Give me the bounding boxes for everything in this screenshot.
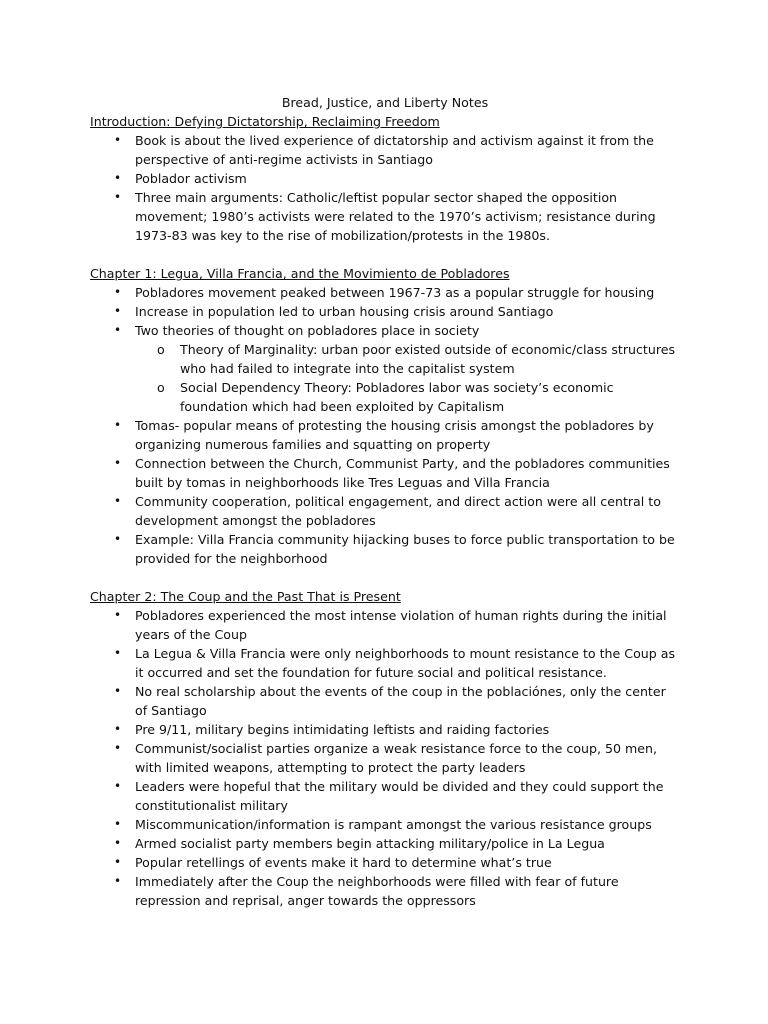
bullet-item xyxy=(90,530,680,568)
bullet-text: Leaders were hopeful that the military would be divided and they could support the constitutionalist military xyxy=(135,779,664,813)
bullet-icon: • xyxy=(114,418,122,432)
bullet-text: Pobladores experienced the most intense violation of human rights during the initial years of the Coup xyxy=(135,608,667,642)
bullet-text: Community cooperation, political engagement, and direct action were all central to development amongst the pobladores xyxy=(135,494,661,528)
sub-bullet-item xyxy=(135,378,680,416)
section-spacer xyxy=(90,568,680,587)
bullet-text: Two theories of thought on pobladores place in society xyxy=(135,323,480,338)
sub-bullet-icon: o xyxy=(157,380,165,395)
bullet-icon: • xyxy=(114,532,122,546)
section-spacer xyxy=(90,245,680,264)
bullet-text: Poblador activism xyxy=(135,171,247,186)
bullet-item xyxy=(90,169,680,188)
bullet-text: Book is about the lived experience of dictatorship and activism against it from the perspective of anti-regime activists in Santiago xyxy=(135,133,654,167)
bullet-item xyxy=(90,682,680,720)
bullet-item xyxy=(90,454,680,492)
sub-bullet-icon: o xyxy=(157,342,165,357)
bullet-text: No real scholarship about the events of the coup in the poblaciónes, only the center of Santiago xyxy=(135,684,666,718)
bullet-icon: • xyxy=(114,494,122,508)
bullet-item xyxy=(90,739,680,777)
bullet-text: Armed socialist party members begin attacking military/police in La Legua xyxy=(135,836,605,851)
bullet-list xyxy=(90,283,680,568)
bullet-list xyxy=(90,606,680,910)
bullet-icon: • xyxy=(114,741,122,755)
bullet-item xyxy=(90,853,680,872)
bullet-item xyxy=(90,815,680,834)
bullet-item xyxy=(90,302,680,321)
bullet-icon: • xyxy=(114,722,122,736)
bullet-icon: • xyxy=(114,133,122,147)
bullet-text: Connection between the Church, Communist Party, and the pobladores communities built by tomas in neighborhoods like Tres Leguas and Villa Francia xyxy=(135,456,670,490)
bullet-text: Miscommunication/information is rampant amongst the various resistance groups xyxy=(135,817,652,832)
section-heading: Introduction: Defying Dictatorship, Reclaiming Freedom xyxy=(90,114,440,129)
bullet-icon: • xyxy=(114,304,122,318)
bullet-text: Popular retellings of events make it hard to determine what’s true xyxy=(135,855,552,870)
bullet-icon: • xyxy=(114,684,122,698)
bullet-item xyxy=(90,492,680,530)
bullet-item xyxy=(90,834,680,853)
bullet-item xyxy=(90,777,680,815)
bullet-item xyxy=(90,188,680,245)
bullet-item xyxy=(90,416,680,454)
sub-bullet-text: Theory of Marginality: urban poor existed outside of economic/class structures who had failed to integrate into the capitalist system xyxy=(180,342,676,376)
bullet-icon: • xyxy=(114,779,122,793)
bullet-icon: • xyxy=(114,646,122,660)
bullet-text: Three main arguments: Catholic/leftist popular sector shaped the opposition movement; 1980’s activists were related to the 1970’s activism; resistance during 1973-83 was key to the rise of mobilization/protests in the 1980s. xyxy=(135,190,656,243)
section xyxy=(90,264,680,568)
bullet-text: Pobladores movement peaked between 1967-73 as a popular struggle for housing xyxy=(135,285,655,300)
bullet-icon: • xyxy=(114,608,122,622)
bullet-icon: • xyxy=(114,323,122,337)
bullet-item xyxy=(90,283,680,302)
sub-bullet-text: Social Dependency Theory: Pobladores labor was society’s economic foundation which had been exploited by Capitalism xyxy=(180,380,614,414)
bullet-item xyxy=(90,131,680,169)
bullet-icon: • xyxy=(114,855,122,869)
document-body xyxy=(90,112,680,910)
bullet-text: Tomas- popular means of protesting the housing crisis amongst the pobladores by organizing numerous families and squatting on property xyxy=(135,418,654,452)
bullet-text: La Legua & Villa Francia were only neighborhoods to mount resistance to the Coup as it occurred and set the foundation for future social and political resistance. xyxy=(135,646,676,680)
bullet-icon: • xyxy=(114,171,122,185)
bullet-item xyxy=(90,644,680,682)
bullet-icon: • xyxy=(114,285,122,299)
bullet-icon: • xyxy=(114,836,122,850)
bullet-text: Immediately after the Coup the neighborhoods were filled with fear of future repression and reprisal, anger towards the oppressors xyxy=(135,874,619,908)
bullet-icon: • xyxy=(114,817,122,831)
sub-bullet-item xyxy=(135,340,680,378)
bullet-item xyxy=(90,872,680,910)
bullet-icon: • xyxy=(114,874,122,888)
bullet-text: Increase in population led to urban housing crisis around Santiago xyxy=(135,304,554,319)
document-title: Bread, Justice, and Liberty Notes xyxy=(281,95,489,110)
bullet-icon: • xyxy=(114,456,122,470)
bullet-item xyxy=(90,606,680,644)
bullet-item xyxy=(90,720,680,739)
bullet-icon: • xyxy=(114,190,122,204)
section xyxy=(90,112,680,245)
sub-bullet-list xyxy=(135,340,680,416)
bullet-list xyxy=(90,131,680,245)
section-heading: Chapter 1: Legua, Villa Francia, and the Movimiento de Pobladores xyxy=(90,266,510,281)
bullet-text: Communist/socialist parties organize a weak resistance force to the coup, 50 men, with limited weapons, attempting to protect the party leaders xyxy=(135,741,658,775)
bullet-text: Pre 9/11, military begins intimidating leftists and raiding factories xyxy=(135,722,550,737)
document-page xyxy=(90,93,680,910)
bullet-text: Example: Villa Francia community hijacking buses to force public transportation to be provided for the neighborhood xyxy=(135,532,675,566)
section xyxy=(90,587,680,910)
bullet-item xyxy=(90,321,680,416)
section-heading: Chapter 2: The Coup and the Past That is Present xyxy=(90,589,401,604)
